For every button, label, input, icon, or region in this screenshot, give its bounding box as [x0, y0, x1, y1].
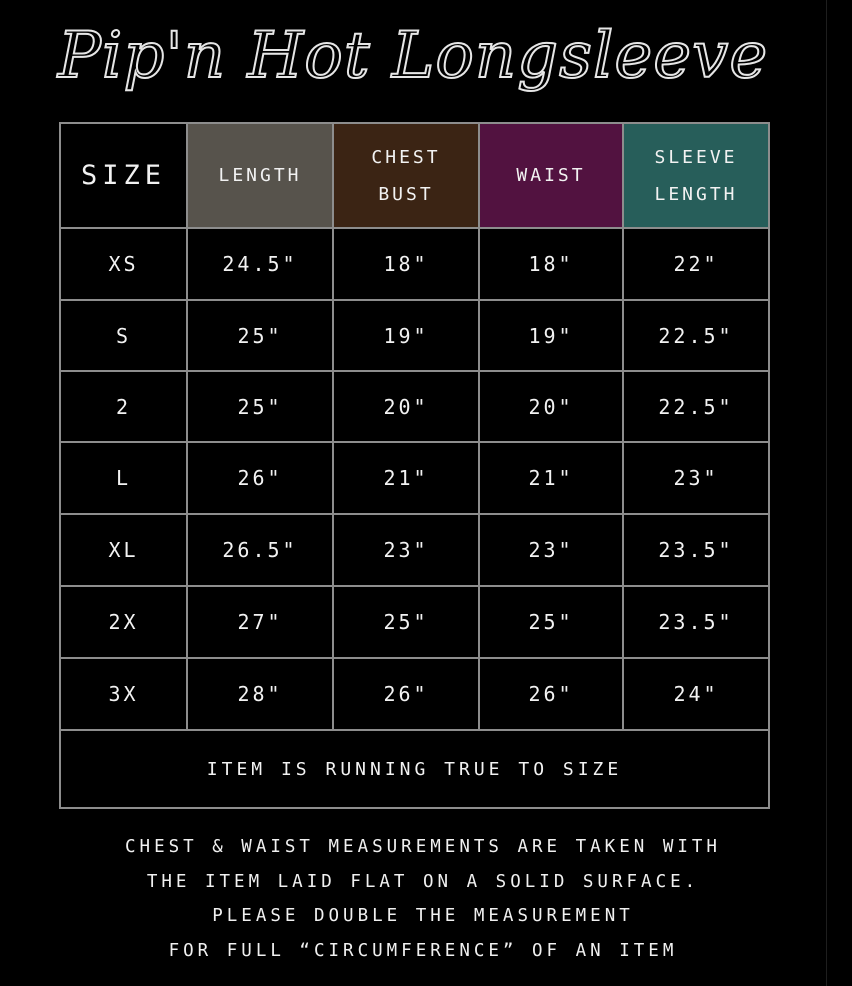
sleeve-cell: 23.5" — [623, 586, 769, 658]
measurement-note-line: PLEASE DOUBLE THE MEASUREMENT — [212, 906, 634, 927]
length-cell: 24.5" — [187, 228, 333, 300]
length-cell: 28" — [187, 658, 333, 730]
size-cell: 3X — [60, 658, 187, 730]
measurement-note-line: CHEST & WAIST MEASUREMENTS ARE TAKEN WITH — [125, 837, 721, 857]
header-row — [60, 123, 769, 228]
length-cell: 25" — [187, 371, 333, 442]
table-row — [60, 658, 769, 730]
length-cell: 26.5" — [187, 514, 333, 586]
header-length-label: LENGTH — [218, 165, 302, 186]
length-cell: 25" — [187, 300, 333, 371]
waist-cell: 20" — [479, 371, 623, 442]
table-row — [60, 228, 769, 300]
chest-cell: 20" — [333, 371, 479, 442]
header-waist — [479, 123, 623, 228]
header-sleeve-length — [623, 123, 769, 228]
table-row — [60, 371, 769, 442]
measurement-note — [30, 830, 816, 969]
waist-cell: 23" — [479, 514, 623, 586]
waist-cell: 25" — [479, 586, 623, 658]
waist-cell: 26" — [479, 658, 623, 730]
header-waist-label: WAIST — [516, 165, 586, 186]
measurement-note-line: THE ITEM LAID FLAT ON A SOLID SURFACE. — [146, 871, 700, 892]
header-size-label: SIZE — [80, 160, 167, 191]
size-cell: XS — [60, 228, 187, 300]
length-cell: 26" — [187, 442, 333, 514]
chest-cell: 18" — [333, 228, 479, 300]
header-size — [60, 123, 187, 228]
sleeve-cell: 22.5" — [623, 371, 769, 442]
fit-note: ITEM IS RUNNING TRUE TO SIZE — [60, 730, 769, 808]
chest-cell: 25" — [333, 586, 479, 658]
size-cell: S — [60, 300, 187, 371]
size-cell: L — [60, 442, 187, 514]
size-chart-table — [59, 122, 770, 809]
sleeve-cell: 23" — [623, 442, 769, 514]
header-length — [187, 123, 333, 228]
chest-cell: 21" — [333, 442, 479, 514]
sleeve-cell: 22.5" — [623, 300, 769, 371]
table-row — [60, 300, 769, 371]
header-sleeve-label: SLEEVE — [654, 146, 738, 168]
size-cell: 2X — [60, 586, 187, 658]
size-cell: XL — [60, 514, 187, 586]
header-chest-label: CHEST — [371, 146, 441, 168]
chest-cell: 23" — [333, 514, 479, 586]
table-row — [60, 586, 769, 658]
table-row — [60, 514, 769, 586]
sleeve-cell: 24" — [623, 658, 769, 730]
table-row — [60, 442, 769, 514]
length-cell: 27" — [187, 586, 333, 658]
header-sleeve-length-label: LENGTH — [654, 183, 738, 205]
header-bust-label: BUST — [378, 183, 434, 205]
waist-cell: 21" — [479, 442, 623, 514]
sleeve-cell: 23.5" — [623, 514, 769, 586]
chest-cell: 26" — [333, 658, 479, 730]
fit-note-row — [60, 730, 769, 808]
sleeve-cell: 22" — [623, 228, 769, 300]
chest-cell: 19" — [333, 300, 479, 371]
waist-cell: 19" — [479, 300, 623, 371]
waist-cell: 18" — [479, 228, 623, 300]
size-cell: 2 — [60, 371, 187, 442]
measurement-note-line: FOR FULL “CIRCUMFERENCE” OF AN ITEM — [168, 941, 678, 962]
header-chest-bust — [333, 123, 479, 228]
right-edge-line — [826, 0, 827, 986]
page-title: Pip'n Hot Longsleeve — [57, 19, 769, 93]
